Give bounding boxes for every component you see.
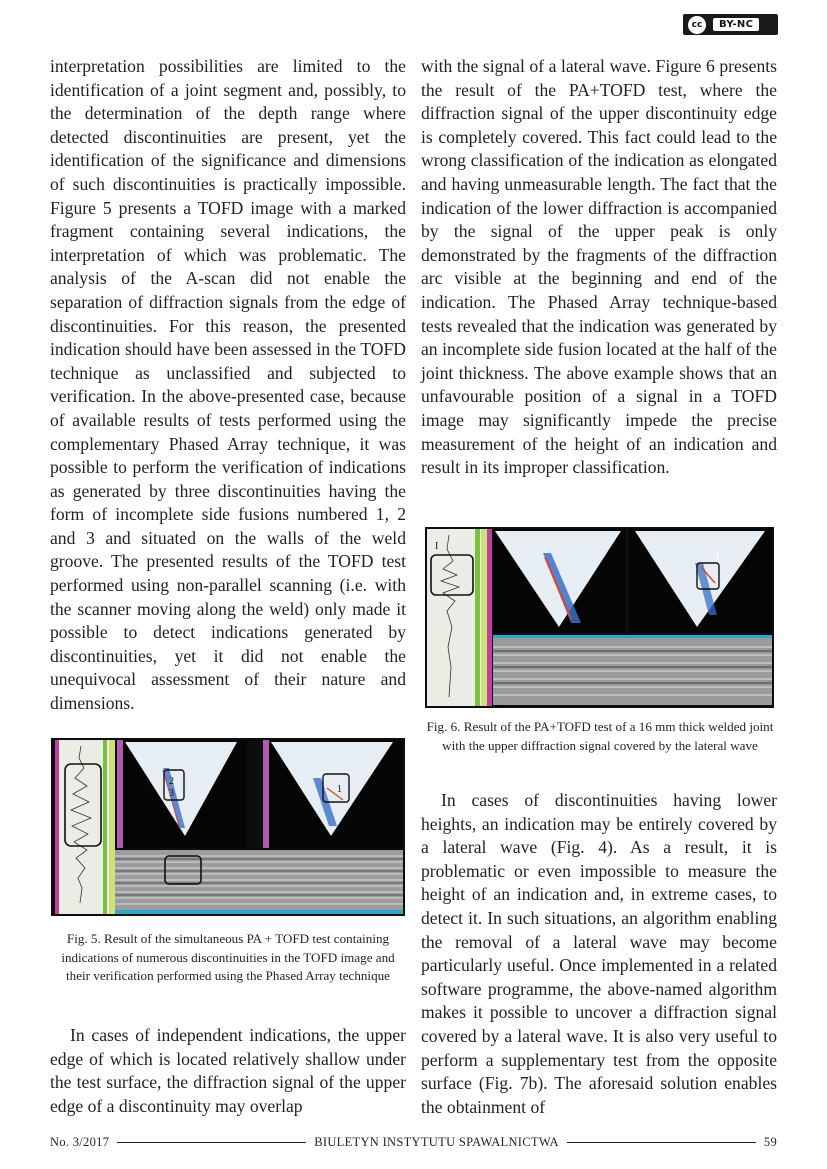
left-column-top [50, 55, 406, 716]
body-paragraph: with the signal of a lateral wave. Figure 6 presents the result of the PA+TOFD test, where the diffraction signal of the upper discontinuity edge is completely covered. This fact could lead to the wrong classification of the indication as elongated and having unmeasurable length. The fact that the indication of the lower diffraction is accompanied by the signal of the upper peak is only demonstrated by the fragments of the diffraction arc visible at the beginning and end of the indication. The Phased Array technique-based tests revealed that the indication was generated by an incomplete side fusion located at the half of the joint thickness. The above example shows that an unfavourable position of a signal in a TOFD image may significantly impede the precise measurement of the height of an indication and result in its improper classification. [421, 56, 777, 478]
fig6-right-marker: I [716, 551, 720, 562]
body-paragraph: In cases of discontinuities having lower heights, an indication may be entirely covered by a lateral wave (Fig. 4). As a result, it is problematic or even impossible to measure the height of an indication and, in extreme cases, to detect it. In such situations, an algorithm enabling the removal of a lateral wave may become particularly useful. Once implemented in a related software programme, the above-named algorithm makes it possible to uncover a diffraction signal covered by a lateral wave. It is also very useful to perform a supplementary test from the opposite surface (Fig. 7b). The aforesaid solution enables the obtainment of [421, 790, 777, 1117]
left-column-bottom [50, 1024, 406, 1118]
figure-6-image [425, 527, 774, 708]
fig5-label-1: 1 [337, 784, 342, 795]
right-column-bottom [421, 789, 777, 1119]
body-paragraph: interpretation possibilities are limited to the identification of a joint segment and, possibly, to the determination of the depth range where detected discontinuities are present, yet the identification of the significance and dimensions of such discontinuities is practically impossible. Figure 5 presents a TOFD image with a marked fragment containing several indications, the interpretation of which was problematic. The analysis of the A-scan did not enable the separation of diffraction signals from the edge of discontinuities. For this reason, the presented indication should have been assessed in the TOFD technique as unclassified and subjected to verification. In the above-presented case, because of available results of tests performed using the complementary Phased Array technique, it was possible to perform the verification of indications as generated by three discontinuities having the form of incomplete side fusions numbered 1, 2 and 3 and situated on the walls of the weld groove. The presented results of the TOFD test performed using non-parallel scanning (i.e. with the scanner moving along the weld) only made it possible to detect indications generated by discontinuities, yet it did not enable the unequivocal assessment of their nature and dimensions. [50, 56, 406, 714]
footer-rule-left [117, 1142, 306, 1143]
figure-6-caption: Fig. 6. Result of the PA+TOFD test of a 16 mm thick welded joint with the upper diffraction signal covered by the lateral wave [426, 719, 774, 753]
body-paragraph: In cases of independent indications, the upper edge of which is located relatively shallow under the test surface, the diffraction signal of the upper edge of a discontinuity may overlap [50, 1025, 406, 1116]
issue-number: No. 3/2017 [50, 1134, 110, 1149]
fig5-label-2: 2 [169, 776, 174, 787]
fig6-left-marker: I [435, 541, 439, 552]
cc-icon: cc [688, 16, 706, 34]
cc-license-badge[interactable] [683, 14, 778, 35]
footer-rule-right [567, 1142, 756, 1143]
fig5-label-3: 3 [169, 788, 174, 799]
figure-5-image [51, 738, 405, 916]
figure-5-caption: Fig. 5. Result of the simultaneous PA + TOFD test containing indications of numerous discontinuities in the TOFD image and their verification performed using the Phased Array technique [61, 931, 395, 984]
page-number: 59 [763, 1134, 777, 1149]
page-footer [50, 1133, 777, 1151]
license-label: BY-NC [713, 18, 759, 31]
journal-title: BIULETYN INSTYTUTU SPAWALNICTWA [314, 1134, 559, 1149]
right-column-top [421, 55, 777, 480]
